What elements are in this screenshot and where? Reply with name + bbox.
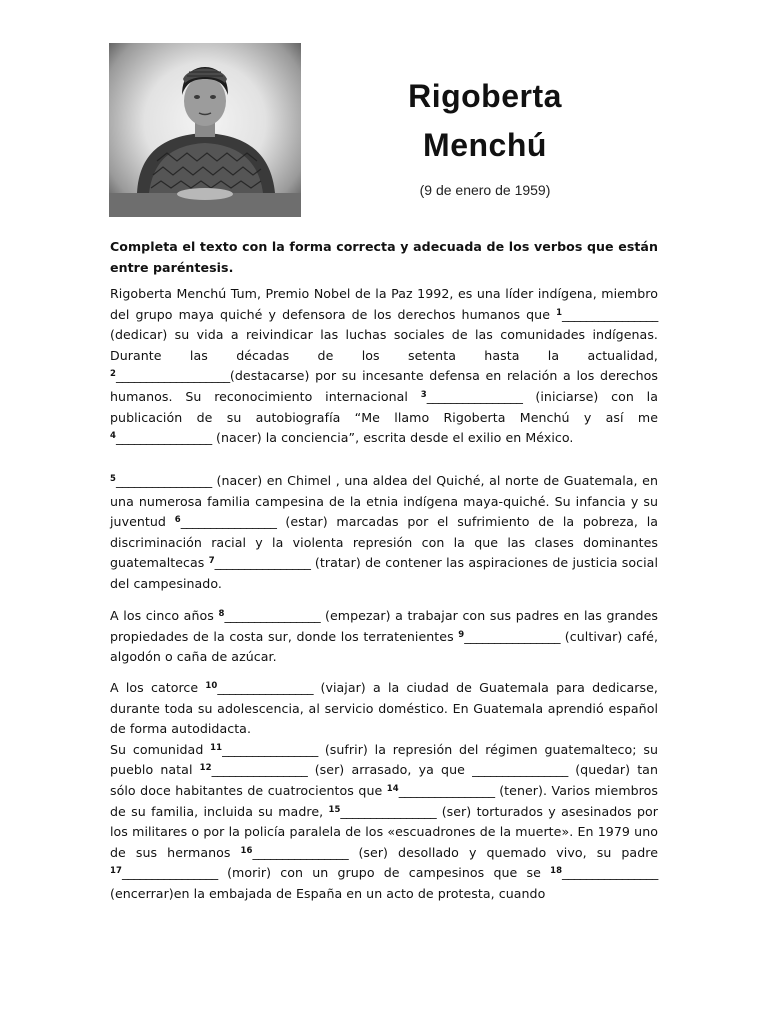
text-segment: (tener). Varios miembros de su familia, incluida su madre, xyxy=(110,782,658,819)
blank-number: 3 xyxy=(420,389,427,400)
text-segment: (quedar) tan sólo doce habitantes de cuatrocientos que xyxy=(110,762,658,798)
blank-15[interactable]: ________________ xyxy=(340,803,437,819)
text-segment: (ser) arrasado, ya que xyxy=(307,762,473,778)
blank-number: 9 xyxy=(458,629,465,640)
blank-4[interactable]: ________________ xyxy=(115,430,212,446)
blank-number: 17 xyxy=(110,866,122,877)
paragraph-2 xyxy=(110,471,658,595)
blank-number: 4 xyxy=(110,431,116,442)
text-segment: (morir) con un grupo de campesinos que se xyxy=(217,865,551,881)
instructions: Completa el texto con la forma correcta y adecuada de los verbos que están entre paréntesis. xyxy=(110,239,658,275)
blank-1[interactable]: ________________ xyxy=(562,306,658,322)
blank-18[interactable]: ________________ xyxy=(562,865,658,881)
text-segment: (viajar) a la ciudad de Guatemala para dedicarse, durante toda su adolescencia, al servicio doméstico. En Guatemala aprendió español de forma autodidacta. xyxy=(110,680,658,737)
text-segment: Rigoberta Menchú Tum, Premio Nobel de la Paz 1992, es una líder indígena, miembro del grupo maya quiché y defensora de los derechos humanos que xyxy=(110,286,658,322)
blank-11[interactable]: ________________ xyxy=(222,741,319,757)
paragraph-1 xyxy=(110,284,658,449)
text-segment: (nacer) en Chimel , una aldea del Quiché, al norte de Guatemala, en una numerosa familia campesina de la etnia indígena maya-quiché. Su infancia y su juventud xyxy=(110,473,658,530)
blank-5[interactable]: ________________ xyxy=(115,473,212,488)
blank-number: 6 xyxy=(174,515,181,526)
paragraph-3 xyxy=(110,606,658,668)
paragraph-4 xyxy=(110,678,658,905)
text-segment: (ser) torturados y asesinados por los militares o por la policía paralela de los «escuadrones de la muerte». En 1979 uno de sus hermanos xyxy=(110,803,658,860)
text-segment: Su comunidad xyxy=(110,741,211,757)
text-segment: (iniciarse) con la publicación de su autobiografía “Me llamo Rigoberta Menchú y así me xyxy=(110,388,658,425)
text-segment: (destacarse) por su incesante defensa en relación a los derechos humanos. Su reconocimiento internacional xyxy=(110,368,658,404)
blank-number: 10 xyxy=(205,681,218,691)
blank-16[interactable]: ________________ xyxy=(252,844,349,860)
blank-2[interactable]: ___________________ xyxy=(115,368,230,384)
text-segment: (ser) desollado y quemado vivo, su padre xyxy=(348,844,658,860)
portrait-photo xyxy=(109,43,301,217)
text-segment: (estar) marcadas por el sufrimiento de la pobreza, la discriminación racial y la violenta represión con la que las clases dominantes guatemaltecas xyxy=(110,514,659,571)
blank-number: 2 xyxy=(110,369,116,380)
blank-number: 1 xyxy=(556,307,563,318)
title-first-name: Rigoberta xyxy=(408,78,562,114)
blank-number: 11 xyxy=(210,742,223,753)
text-segment: (cultivar) café, algodón o caña de azúcar. xyxy=(110,628,658,665)
text-segment: (sufrir) la represión del régimen guatemalteco; su pueblo natal xyxy=(110,741,658,778)
blank-7[interactable]: ________________ xyxy=(214,555,311,571)
blank-9[interactable]: ________________ xyxy=(464,628,561,644)
blank-3[interactable]: ________________ xyxy=(426,388,523,404)
text-segment: A los cinco años xyxy=(110,608,219,623)
blank-12[interactable]: ________________ xyxy=(211,762,308,778)
text-segment: A los catorce xyxy=(110,680,206,695)
blank-10[interactable]: ________________ xyxy=(217,680,314,695)
blank-6[interactable]: ________________ xyxy=(180,514,277,530)
text-segment: (encerrar)en la embajada de España en un acto de protesta, cuando xyxy=(110,885,546,901)
blank-number: 7 xyxy=(208,556,215,567)
birth-date: (9 de enero de 1959) xyxy=(419,182,551,198)
text-segment: (tratar) de contener las aspiraciones de justicia social del campesinado. xyxy=(110,555,658,591)
portrait-illustration xyxy=(109,43,301,217)
text-segment: (nacer) la conciencia”, escrita desde el exilio en México. xyxy=(211,430,574,446)
blank-number: 8 xyxy=(218,609,225,619)
blank-14[interactable]: ________________ xyxy=(398,782,495,798)
blank-number: 12 xyxy=(199,763,212,774)
text-segment: (dedicar) su vida a reivindicar las luchas sociales de las comunidades indígenas. Durante las décadas de los setenta hasta la actualidad, xyxy=(110,327,658,363)
title-last-name: Menchú xyxy=(423,127,547,163)
text-segment: (empezar) a trabajar con sus padres en las grandes propiedades de la costa sur, donde los terratenientes xyxy=(110,608,659,644)
blank-number: 16 xyxy=(240,845,253,856)
blank-number: 14 xyxy=(386,783,399,794)
blank-13[interactable]: ________________ xyxy=(472,762,569,778)
blank-number: 15 xyxy=(328,804,341,815)
blank-8[interactable]: ________________ xyxy=(224,608,321,623)
blank-number: 5 xyxy=(110,474,116,484)
blank-17[interactable]: ________________ xyxy=(121,865,218,881)
blank-number: 18 xyxy=(550,866,563,877)
